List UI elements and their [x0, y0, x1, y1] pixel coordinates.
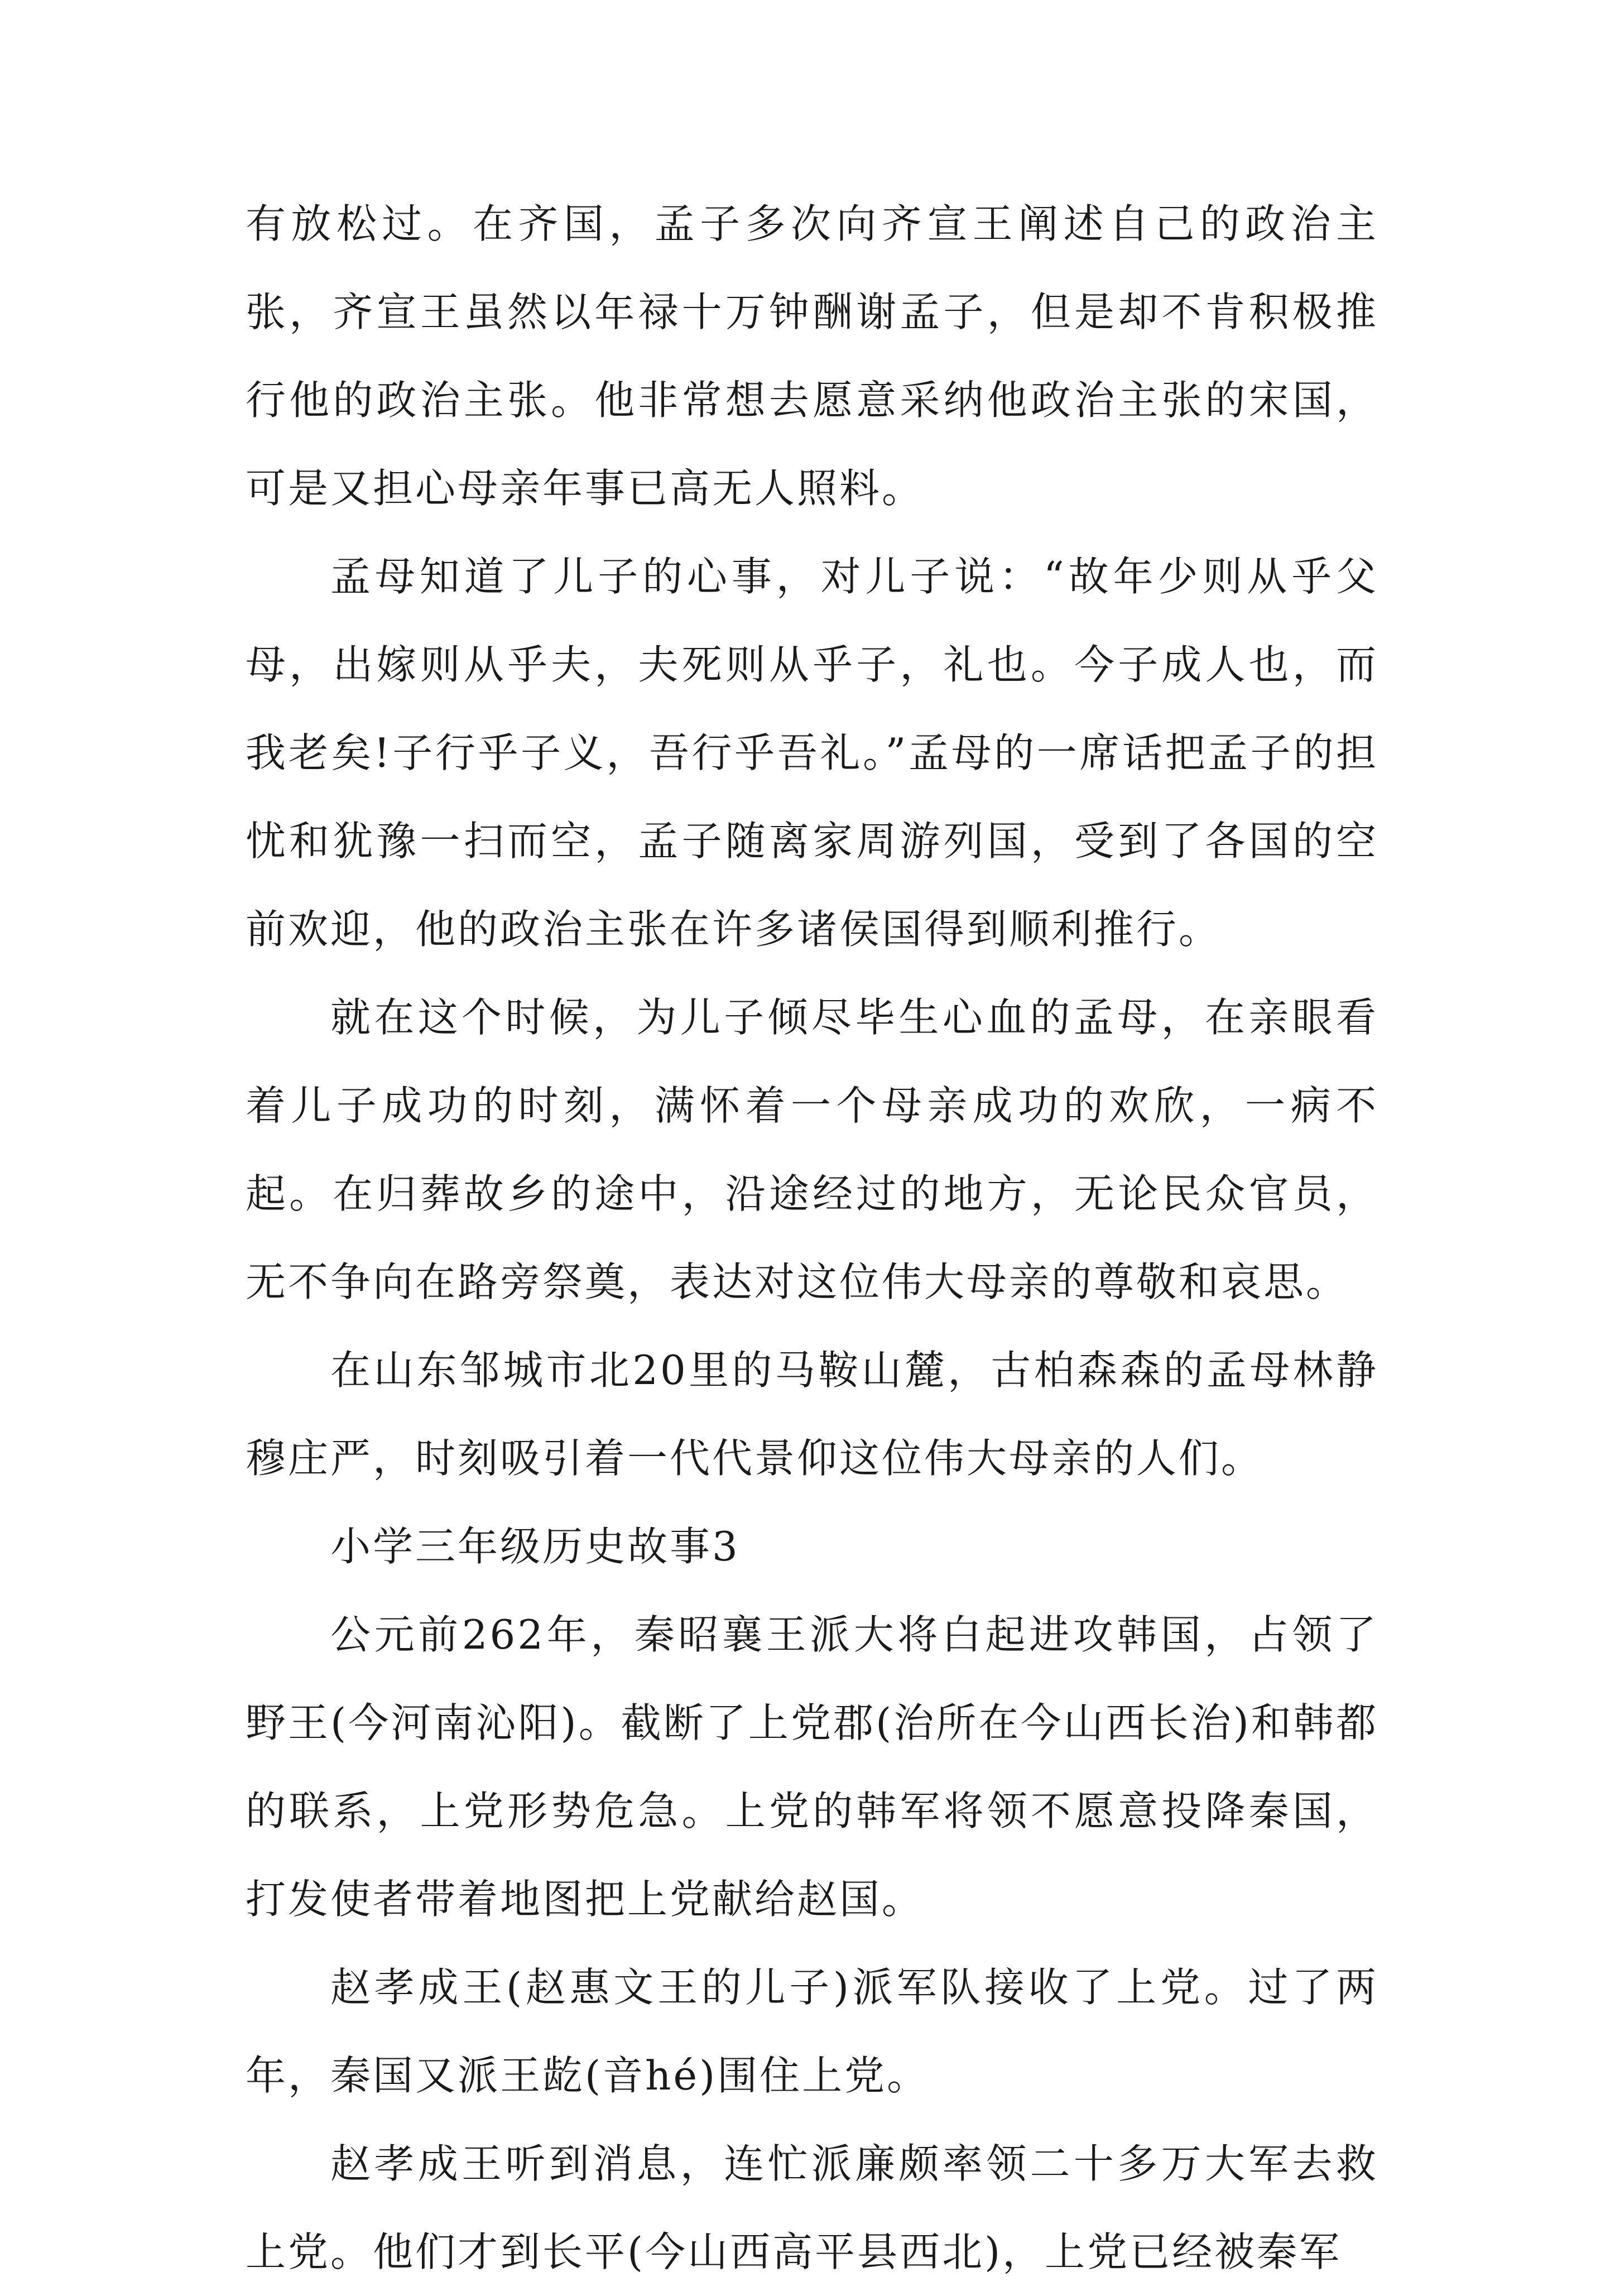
paragraph-7: 赵孝成王听到消息，连忙派廉颇率领二十多万大军去救上党。他们才到长平(今山西高平县西北)，上党已经被秦军 [246, 2140, 1378, 2275]
paragraph-4: 在山东邹城市北20里的马鞍山麓，古柏森森的孟母林静穆庄严，时刻吸引着一代代景仰这位伟大母亲的人们。 [246, 1347, 1378, 1482]
section-heading: 小学三年级历史故事3 [330, 1523, 740, 1570]
paragraph-2: 孟母知道了儿子的心事，对儿子说：“故年少则从乎父母，出嫁则从乎夫，夫死则从乎子，礼也。今子成人也，而我老矣!子行乎子义，吾行乎吾礼。”孟母的一席话把孟子的担忧和犹豫一扫而空，孟子随离家周游列国，受到了各国的空前欢迎，他的政治主张在许多诸侯国得到顺利推行。 [246, 553, 1378, 953]
paragraph-5: 公元前262年，秦昭襄王派大将白起进攻韩国，占领了野王(今河南沁阳)。截断了上党郡(治所在今山西长治)和韩都的联系，上党形势危急。上党的韩军将领不愿意投降秦国，打发使者带着地图把上党献给赵国。 [246, 1611, 1378, 1923]
paragraph-6: 赵孝成王(赵惠文王的儿子)派军队接收了上党。过了两年，秦国又派王龁(音hé)围住上党。 [246, 1964, 1378, 2099]
body-text [246, 180, 1378, 2296]
paragraph-3: 就在这个时候，为儿子倾尽毕生心血的孟母，在亲眼看着儿子成功的时刻，满怀着一个母亲成功的欢欣，一病不起。在归葬故乡的途中，沿途经过的地方，无论民众官员，无不争向在路旁祭奠，表达对这位伟大母亲的尊敬和哀思。 [246, 994, 1378, 1305]
paragraph-1: 有放松过。在齐国，孟子多次向齐宣王阐述自己的政治主张，齐宣王虽然以年禄十万钟酬谢孟子，但是却不肯积极推行他的政治主张。他非常想去愿意采纳他政治主张的宋国，可是又担心母亲年事已高无人照料。 [246, 200, 1378, 512]
